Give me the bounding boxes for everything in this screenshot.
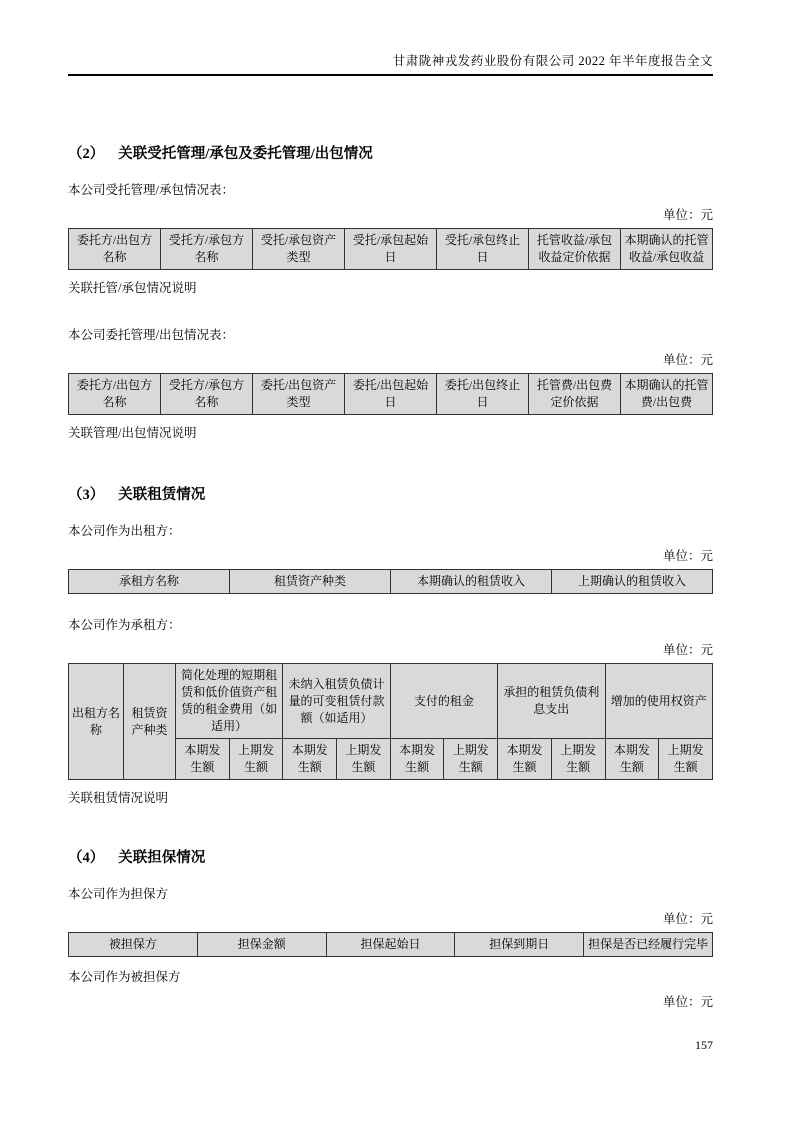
table-header-cell: 上期发生额 — [229, 739, 283, 780]
table-header-cell: 担保起始日 — [326, 933, 455, 957]
table-header-cell: 租赁资产种类 — [124, 664, 176, 780]
table-header-cell: 委托方/出包方名称 — [69, 229, 161, 270]
intro-guarantor: 本公司作为担保方 — [68, 887, 169, 902]
table-header-cell: 受托方/承包方名称 — [161, 374, 253, 415]
section-number: （2） — [68, 146, 105, 162]
table-header-cell: 委托方/出包方名称 — [69, 374, 161, 415]
section-heading-3 — [68, 483, 713, 504]
unit-label: 单位：元 — [662, 549, 713, 564]
table-header-cell: 托管收益/承包收益定价依据 — [529, 229, 621, 270]
table-header-row — [69, 570, 713, 594]
table-header-cell: 本期确认的托管费/出包费 — [621, 374, 713, 415]
table-header-cell: 出租方名称 — [69, 664, 124, 780]
table-header-cell: 受托/承包资产类型 — [253, 229, 345, 270]
table-header-cell: 承担的租赁负债利息支出 — [498, 664, 605, 739]
table-header-cell: 本期确认的租赁收入 — [391, 570, 552, 594]
table-header-row — [69, 374, 713, 415]
intro-entrusted-out: 本公司委托管理/出包情况表： — [68, 328, 234, 343]
table-header-cell: 担保是否已经履行完毕 — [584, 933, 713, 957]
unit-label: 单位：元 — [662, 995, 713, 1010]
section-title: 关联担保情况 — [118, 850, 206, 867]
section-title: 关联受托管理/承包及委托管理/出包情况 — [118, 146, 373, 162]
intro-entrusted-in: 本公司受托管理/承包情况表： — [68, 183, 234, 197]
table-header-cell: 上期发生额 — [551, 739, 605, 780]
table-header-cell: 委托/出包终止日 — [437, 374, 529, 415]
table-header-cell: 承租方名称 — [69, 570, 230, 594]
note-lease: 关联租赁情况说明 — [68, 791, 169, 806]
unit-label: 单位：元 — [662, 353, 713, 368]
intro-guaranteed: 本公司作为被担保方 — [68, 970, 181, 985]
table-header-cell: 担保到期日 — [455, 933, 584, 957]
table-header-cell: 支付的租金 — [390, 664, 497, 739]
note-entrusted-in: 关联托管/承包情况说明 — [68, 281, 197, 296]
table-header-row — [69, 229, 713, 270]
table-header-cell: 上期确认的租赁收入 — [552, 570, 713, 594]
table-header-cell: 被担保方 — [69, 933, 198, 957]
table-header-cell: 本期发生额 — [283, 739, 337, 780]
table-group-header-row — [69, 664, 713, 739]
section-heading-2 — [68, 142, 713, 163]
section-number: （3） — [68, 487, 105, 504]
table-header-cell: 本期发生额 — [498, 739, 552, 780]
unit-label: 单位：元 — [662, 912, 713, 927]
table-header-cell: 上期发生额 — [337, 739, 391, 780]
table-related-lease-lessor — [68, 569, 713, 594]
table-header-cell: 担保金额 — [197, 933, 326, 957]
section-heading-4 — [68, 846, 713, 867]
table-entrusted-management-in — [68, 228, 713, 270]
table-header-cell: 受托/承包终止日 — [437, 229, 529, 270]
table-related-guarantee — [68, 932, 713, 957]
table-header-cell: 委托/出包起始日 — [345, 374, 437, 415]
unit-label: 单位：元 — [662, 643, 713, 658]
note-entrusted-out: 关联管理/出包情况说明 — [68, 426, 197, 441]
intro-lessee: 本公司作为承租方： — [68, 618, 181, 633]
page-number: 157 — [695, 1038, 713, 1052]
section-number: （4） — [68, 850, 105, 867]
intro-lessor: 本公司作为出租方： — [68, 524, 181, 539]
table-header-cell: 受托方/承包方名称 — [161, 229, 253, 270]
table-header-cell: 租赁资产种类 — [230, 570, 391, 594]
table-header-cell: 委托/出包资产类型 — [253, 374, 345, 415]
table-header-cell: 本期发生额 — [176, 739, 230, 780]
table-header-cell: 本期发生额 — [605, 739, 659, 780]
table-header-cell: 未纳入租赁负债计量的可变租赁付款额（如适用） — [283, 664, 390, 739]
table-header-cell: 上期发生额 — [659, 739, 713, 780]
table-entrusted-management-out — [68, 373, 713, 415]
table-header-cell: 简化处理的短期租赁和低价值资产租赁的租金费用（如适用） — [176, 664, 283, 739]
table-header-cell: 本期发生额 — [390, 739, 444, 780]
table-header-cell: 上期发生额 — [444, 739, 498, 780]
table-related-lease-lessee — [68, 663, 713, 780]
table-header-cell: 本期确认的托管收益/承包收益 — [621, 229, 713, 270]
table-header-row — [69, 933, 713, 957]
section-title: 关联租赁情况 — [118, 487, 206, 504]
unit-label: 单位：元 — [662, 208, 713, 222]
table-header-cell: 托管费/出包费定价依据 — [529, 374, 621, 415]
table-header-cell: 增加的使用权资产 — [605, 664, 713, 739]
table-header-cell: 受托/承包起始日 — [345, 229, 437, 270]
document-header-title: 甘肃陇神戎发药业股份有限公司 2022 年半年度报告全文 — [68, 51, 713, 76]
